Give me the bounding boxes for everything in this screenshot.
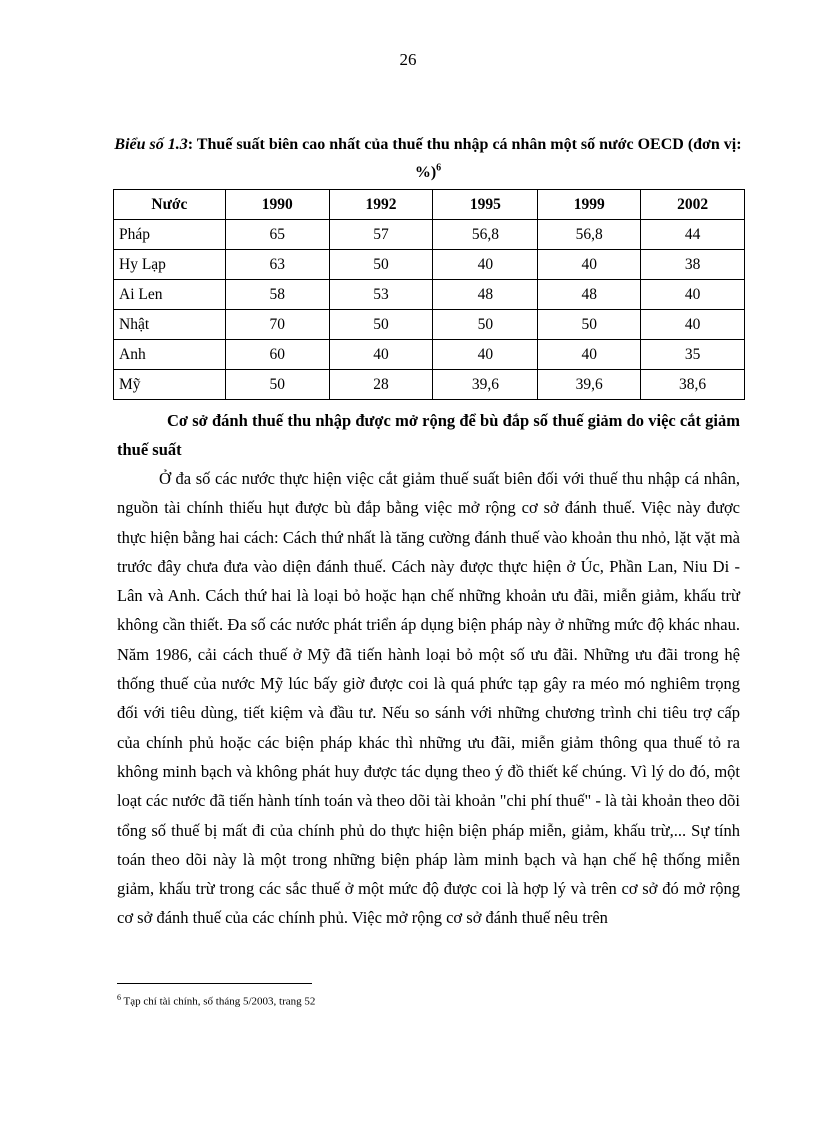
value-cell: 28	[329, 370, 433, 400]
country-cell: Ai Len	[114, 280, 226, 310]
country-cell: Pháp	[114, 220, 226, 250]
table-row	[114, 220, 745, 250]
caption-footnote-ref: 6	[436, 162, 442, 174]
value-cell: 40	[641, 280, 745, 310]
value-cell: 39,6	[433, 370, 538, 400]
value-cell: 40	[538, 250, 641, 280]
footnote-divider	[117, 983, 312, 984]
section-heading: Cơ sở đánh thuế thu nhập được mở rộng để bù đắp số thuế giảm do việc cắt giảm thuế suất	[117, 411, 740, 460]
table-caption	[113, 131, 743, 187]
value-cell: 50	[225, 370, 329, 400]
footnote	[117, 993, 315, 1008]
table-header-row	[114, 190, 745, 220]
value-cell: 48	[433, 280, 538, 310]
table-row	[114, 370, 745, 400]
country-cell: Hy Lạp	[114, 250, 226, 280]
value-cell: 48	[538, 280, 641, 310]
value-cell: 60	[225, 340, 329, 370]
value-cell: 65	[225, 220, 329, 250]
value-cell: 50	[329, 310, 433, 340]
value-cell: 56,8	[433, 220, 538, 250]
value-cell: 50	[538, 310, 641, 340]
caption-text: : Thuế suất biên cao nhất của thuế thu nhập cá nhân một số nước OECD (đơn vị: %)	[187, 136, 742, 181]
value-cell: 50	[433, 310, 538, 340]
value-cell: 38,6	[641, 370, 745, 400]
page-number: 26	[399, 50, 417, 69]
value-cell: 35	[641, 340, 745, 370]
value-cell: 40	[433, 250, 538, 280]
footnote-marker: 6	[117, 993, 121, 1002]
value-cell: 63	[225, 250, 329, 280]
value-cell: 58	[225, 280, 329, 310]
body-paragraph: Ở đa số các nước thực hiện việc cắt giảm thuế suất biên đối với thuế thu nhập cá nhân, nguồn tài chính thiếu hụt được bù đắp bằng việc mở rộng cơ sở đánh thuế. Việc này được thực hiện bằng hai cách: Cách thứ nhất là tăng cường đánh thuế vào khoản thu nhỏ, lặt vặt mà trước đây chưa đưa vào diện đánh thuế. Cách này được thực hiện ở Úc, Phần Lan, Niu Di - Lân và Anh. Cách thứ hai là loại bỏ hoặc hạn chế những khoản ưu đãi, miễn giảm, khấu trừ không cần thiết. Đa số các nước phát triển áp dụng biện pháp này ở những mức độ khác nhau. Năm 1986, cải cách thuế ở Mỹ đã tiến hành loại bỏ một số ưu đãi. Những ưu đãi trong hệ thống thuế của nước Mỹ lúc bấy giờ được coi là quá phức tạp gây ra méo mó nghiêm trọng đối với tiêu dùng, tiết kiệm và đầu tư. Nếu so sánh với những chương trình chi tiêu trợ cấp của chính phủ hoặc các biện pháp khác thì những ưu đãi, miễn giảm thông qua thuế tỏ ra không minh bạch và không phát huy được tác dụng theo ý đồ thiết kế chúng. Vì lý do đó, một loạt các nước đã tiến hành tính toán và theo dõi tài khoản "chi phí thuế" - là tài khoản theo dõi tổng số thuế bị mất đi của chính phủ do thực hiện biện pháp miễn, giảm, khấu trừ,... Sự tính toán theo dõi này là một trong những biện pháp làm minh bạch và hạn chế hệ thống miễn giảm, khấu trừ trong các sắc thuế ở một mức độ được coi là hợp lý và trên cơ sở đó mở rộng cơ sở đánh thuế của các chính phủ. Việc mở rộng cơ sở đánh thuế nêu trên	[117, 469, 740, 928]
caption-prefix: Biểu số 1.3	[114, 136, 188, 153]
value-cell: 44	[641, 220, 745, 250]
value-cell: 40	[641, 310, 745, 340]
value-cell: 70	[225, 310, 329, 340]
header-1990: 1990	[225, 190, 329, 220]
value-cell: 39,6	[538, 370, 641, 400]
header-1992: 1992	[329, 190, 433, 220]
value-cell: 40	[433, 340, 538, 370]
table-row	[114, 250, 745, 280]
value-cell: 40	[538, 340, 641, 370]
value-cell: 57	[329, 220, 433, 250]
table-row	[114, 310, 745, 340]
table-row	[114, 340, 745, 370]
value-cell: 38	[641, 250, 745, 280]
header-2002: 2002	[641, 190, 745, 220]
header-country: Nước	[114, 190, 226, 220]
header-1995: 1995	[433, 190, 538, 220]
country-cell: Anh	[114, 340, 226, 370]
value-cell: 40	[329, 340, 433, 370]
value-cell: 50	[329, 250, 433, 280]
tax-rate-table	[113, 189, 745, 400]
country-cell: Mỹ	[114, 370, 226, 400]
country-cell: Nhật	[114, 310, 226, 340]
table-row	[114, 280, 745, 310]
footnote-text: Tạp chí tài chính, số tháng 5/2003, trang 52	[121, 995, 316, 1008]
value-cell: 56,8	[538, 220, 641, 250]
header-1999: 1999	[538, 190, 641, 220]
value-cell: 53	[329, 280, 433, 310]
